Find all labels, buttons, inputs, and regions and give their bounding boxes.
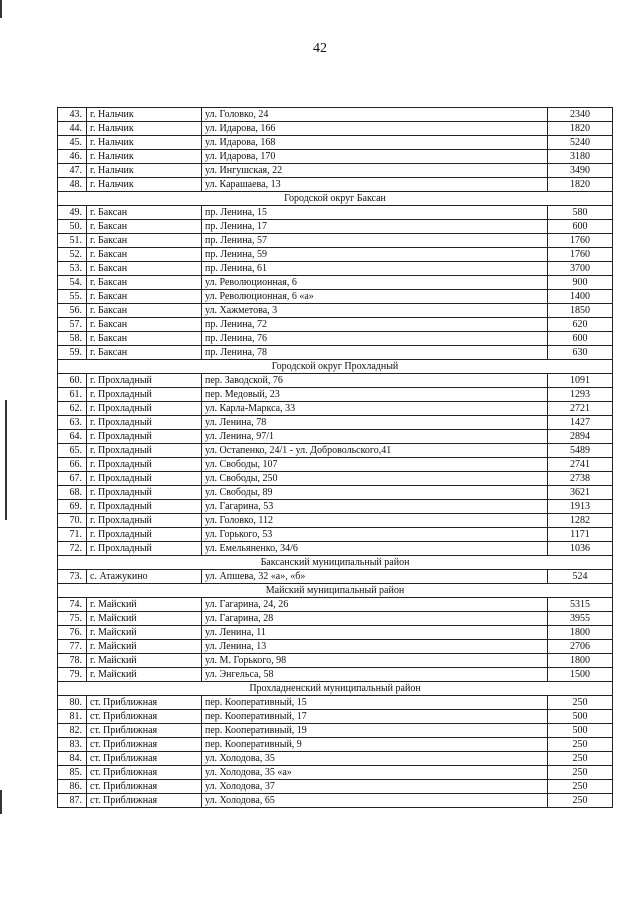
row-number: 71. [58,528,87,542]
table-row [58,262,613,276]
value-cell: 250 [548,766,613,780]
value-cell: 250 [548,738,613,752]
address-cell: пр. Ленина, 59 [202,248,548,262]
address-cell: пр. Ленина, 61 [202,262,548,276]
address-cell: ул. Ленина, 78 [202,416,548,430]
locality-cell: г. Нальчик [87,122,202,136]
address-cell: ул. Энгельса, 58 [202,668,548,682]
row-number: 53. [58,262,87,276]
section-header-row [58,360,613,374]
section-title: Городской округ Прохладный [58,360,613,374]
value-cell: 1036 [548,542,613,556]
locality-cell: г. Прохладный [87,444,202,458]
row-number: 47. [58,164,87,178]
locality-cell: ст. Приближная [87,724,202,738]
address-cell: пер. Заводской, 76 [202,374,548,388]
section-title: Баксанский муниципальный район [58,556,613,570]
table-row [58,388,613,402]
value-cell: 1500 [548,668,613,682]
locality-cell: г. Прохладный [87,458,202,472]
address-cell: пер. Медовый, 23 [202,388,548,402]
table-row [58,640,613,654]
row-number: 43. [58,108,87,122]
value-cell: 5489 [548,444,613,458]
value-cell: 1293 [548,388,613,402]
row-number: 68. [58,486,87,500]
value-cell: 2741 [548,458,613,472]
address-cell: пр. Ленина, 76 [202,332,548,346]
value-cell: 1800 [548,626,613,640]
table-row [58,150,613,164]
address-cell: ул. Ленина, 13 [202,640,548,654]
table-row [58,248,613,262]
row-number: 85. [58,766,87,780]
address-cell: ул. Гагарина, 28 [202,612,548,626]
page-number: 42 [313,41,327,56]
value-cell: 5240 [548,136,613,150]
table-row [58,402,613,416]
row-number: 57. [58,318,87,332]
row-number: 63. [58,416,87,430]
locality-cell: г. Баксан [87,276,202,290]
row-number: 66. [58,458,87,472]
value-cell: 1282 [548,514,613,528]
locality-cell: г. Прохладный [87,514,202,528]
table-row [58,780,613,794]
address-cell: ул. Хажметова, 3 [202,304,548,318]
row-number: 55. [58,290,87,304]
value-cell: 2894 [548,430,613,444]
table-row [58,500,613,514]
locality-cell: ст. Приближная [87,710,202,724]
address-cell: ул. Ленина, 11 [202,626,548,640]
table-row [58,332,613,346]
locality-cell: г. Баксан [87,206,202,220]
row-number: 65. [58,444,87,458]
address-cell: ул. Горького, 53 [202,528,548,542]
row-number: 73. [58,570,87,584]
row-number: 79. [58,668,87,682]
locality-cell: г. Прохладный [87,374,202,388]
table-row [58,794,613,808]
locality-cell: ст. Приближная [87,766,202,780]
address-table-body [58,108,613,808]
section-title: Городской округ Баксан [58,192,613,206]
locality-cell: г. Баксан [87,346,202,360]
locality-cell: ст. Приближная [87,752,202,766]
row-number: 86. [58,780,87,794]
value-cell: 250 [548,752,613,766]
address-cell: ул. Остапенко, 24/1 - ул. Добровольского,41 [202,444,548,458]
locality-cell: г. Баксан [87,290,202,304]
row-number: 77. [58,640,87,654]
address-cell: ул. Карашаева, 13 [202,178,548,192]
locality-cell: г. Баксан [87,318,202,332]
table-row [58,178,613,192]
address-cell: ул. Свободы, 107 [202,458,548,472]
locality-cell: г. Прохладный [87,500,202,514]
address-cell: ул. Революционная, 6 [202,276,548,290]
table-row [58,514,613,528]
address-cell: пер. Кооперативный, 19 [202,724,548,738]
row-number: 62. [58,402,87,416]
locality-cell: г. Прохладный [87,472,202,486]
row-number: 49. [58,206,87,220]
locality-cell: г. Баксан [87,248,202,262]
address-cell: пер. Кооперативный, 9 [202,738,548,752]
value-cell: 1850 [548,304,613,318]
row-number: 51. [58,234,87,248]
locality-cell: г. Нальчик [87,108,202,122]
value-cell: 3700 [548,262,613,276]
table-row [58,458,613,472]
value-cell: 630 [548,346,613,360]
value-cell: 900 [548,276,613,290]
value-cell: 1427 [548,416,613,430]
table-row [58,234,613,248]
value-cell: 3955 [548,612,613,626]
table-row [58,136,613,150]
row-number: 82. [58,724,87,738]
row-number: 46. [58,150,87,164]
address-cell: ул. Головко, 112 [202,514,548,528]
value-cell: 250 [548,794,613,808]
address-cell: пер. Кооперативный, 15 [202,696,548,710]
scan-edge-mark [0,790,2,814]
scan-edge-mark [0,0,2,18]
locality-cell: ст. Приближная [87,696,202,710]
table-row [58,738,613,752]
value-cell: 250 [548,696,613,710]
locality-cell: г. Нальчик [87,150,202,164]
table-row [58,108,613,122]
address-table [57,107,613,808]
locality-cell: ст. Приближная [87,738,202,752]
value-cell: 2706 [548,640,613,654]
section-title: Майский муниципальный район [58,584,613,598]
scan-edge-mark [5,400,7,520]
table-row [58,472,613,486]
address-cell: ул. Гагарина, 53 [202,500,548,514]
value-cell: 5315 [548,598,613,612]
locality-cell: г. Прохладный [87,542,202,556]
address-cell: ул. Идарова, 166 [202,122,548,136]
table-row [58,374,613,388]
address-cell: пр. Ленина, 72 [202,318,548,332]
value-cell: 580 [548,206,613,220]
address-cell: ул. Апшева, 32 «а», «б» [202,570,548,584]
table-row [58,444,613,458]
table-row [58,486,613,500]
table-row [58,752,613,766]
address-cell: пр. Ленина, 17 [202,220,548,234]
table-row [58,654,613,668]
value-cell: 524 [548,570,613,584]
table-row [58,304,613,318]
address-table-container [57,107,612,808]
address-cell: ул. Холодова, 35 «а» [202,766,548,780]
row-number: 83. [58,738,87,752]
row-number: 75. [58,612,87,626]
locality-cell: г. Нальчик [87,178,202,192]
value-cell: 3621 [548,486,613,500]
section-header-row [58,682,613,696]
value-cell: 1820 [548,178,613,192]
locality-cell: ст. Приближная [87,780,202,794]
table-row [58,416,613,430]
row-number: 78. [58,654,87,668]
table-row [58,570,613,584]
row-number: 81. [58,710,87,724]
table-row [58,318,613,332]
row-number: 45. [58,136,87,150]
address-cell: пр. Ленина, 78 [202,346,548,360]
value-cell: 1760 [548,248,613,262]
table-row [58,122,613,136]
table-row [58,220,613,234]
row-number: 48. [58,178,87,192]
value-cell: 1820 [548,122,613,136]
locality-cell: г. Майский [87,654,202,668]
address-cell: пер. Кооперативный, 17 [202,710,548,724]
locality-cell: г. Нальчик [87,164,202,178]
section-header-row [58,556,613,570]
row-number: 76. [58,626,87,640]
locality-cell: г. Прохладный [87,388,202,402]
address-cell: ул. Революционная, 6 «а» [202,290,548,304]
table-row [58,668,613,682]
value-cell: 250 [548,780,613,794]
locality-cell: ст. Приближная [87,794,202,808]
locality-cell: г. Баксан [87,304,202,318]
value-cell: 2340 [548,108,613,122]
table-row [58,206,613,220]
address-cell: ул. Головко, 24 [202,108,548,122]
row-number: 56. [58,304,87,318]
address-cell: ул. Свободы, 250 [202,472,548,486]
section-header-row [58,192,613,206]
table-row [58,528,613,542]
address-cell: пр. Ленина, 15 [202,206,548,220]
address-cell: ул. Емельяненко, 34/6 [202,542,548,556]
locality-cell: г. Прохладный [87,416,202,430]
locality-cell: г. Баксан [87,220,202,234]
table-row [58,626,613,640]
row-number: 59. [58,346,87,360]
row-number: 74. [58,598,87,612]
row-number: 61. [58,388,87,402]
table-row [58,710,613,724]
row-number: 72. [58,542,87,556]
value-cell: 600 [548,332,613,346]
value-cell: 2738 [548,472,613,486]
section-title: Прохладненский муниципальный район [58,682,613,696]
row-number: 84. [58,752,87,766]
address-cell: ул. Ингушская, 22 [202,164,548,178]
row-number: 87. [58,794,87,808]
row-number: 58. [58,332,87,346]
value-cell: 1171 [548,528,613,542]
table-row [58,346,613,360]
table-row [58,430,613,444]
value-cell: 1913 [548,500,613,514]
row-number: 67. [58,472,87,486]
locality-cell: г. Майский [87,612,202,626]
value-cell: 1091 [548,374,613,388]
value-cell: 620 [548,318,613,332]
table-row [58,724,613,738]
row-number: 52. [58,248,87,262]
row-number: 50. [58,220,87,234]
address-cell: пр. Ленина, 57 [202,234,548,248]
table-row [58,164,613,178]
address-cell: ул. Холодова, 65 [202,794,548,808]
value-cell: 2721 [548,402,613,416]
locality-cell: г. Прохладный [87,402,202,416]
row-number: 64. [58,430,87,444]
value-cell: 600 [548,220,613,234]
locality-cell: г. Баксан [87,262,202,276]
locality-cell: г. Баксан [87,234,202,248]
address-cell: ул. Холодова, 35 [202,752,548,766]
locality-cell: г. Майский [87,598,202,612]
locality-cell: г. Майский [87,640,202,654]
address-cell: ул. Холодова, 37 [202,780,548,794]
locality-cell: г. Нальчик [87,136,202,150]
row-number: 80. [58,696,87,710]
value-cell: 3180 [548,150,613,164]
row-number: 44. [58,122,87,136]
value-cell: 1800 [548,654,613,668]
address-cell: ул. Идарова, 168 [202,136,548,150]
value-cell: 500 [548,724,613,738]
row-number: 60. [58,374,87,388]
section-header-row [58,584,613,598]
address-cell: ул. Ленина, 97/1 [202,430,548,444]
locality-cell: г. Майский [87,626,202,640]
table-row [58,290,613,304]
address-cell: ул. Идарова, 170 [202,150,548,164]
locality-cell: с. Атажукино [87,570,202,584]
value-cell: 500 [548,710,613,724]
address-cell: ул. Гагарина, 24, 26 [202,598,548,612]
locality-cell: г. Прохладный [87,430,202,444]
locality-cell: г. Прохладный [87,486,202,500]
address-cell: ул. Карла-Маркса, 33 [202,402,548,416]
value-cell: 1400 [548,290,613,304]
row-number: 54. [58,276,87,290]
row-number: 69. [58,500,87,514]
value-cell: 1760 [548,234,613,248]
table-row [58,276,613,290]
row-number: 70. [58,514,87,528]
table-row [58,598,613,612]
address-cell: ул. Свободы, 89 [202,486,548,500]
locality-cell: г. Прохладный [87,528,202,542]
locality-cell: г. Баксан [87,332,202,346]
address-cell: ул. М. Горького, 98 [202,654,548,668]
table-row [58,696,613,710]
value-cell: 3490 [548,164,613,178]
locality-cell: г. Майский [87,668,202,682]
table-row [58,542,613,556]
table-row [58,766,613,780]
table-row [58,612,613,626]
